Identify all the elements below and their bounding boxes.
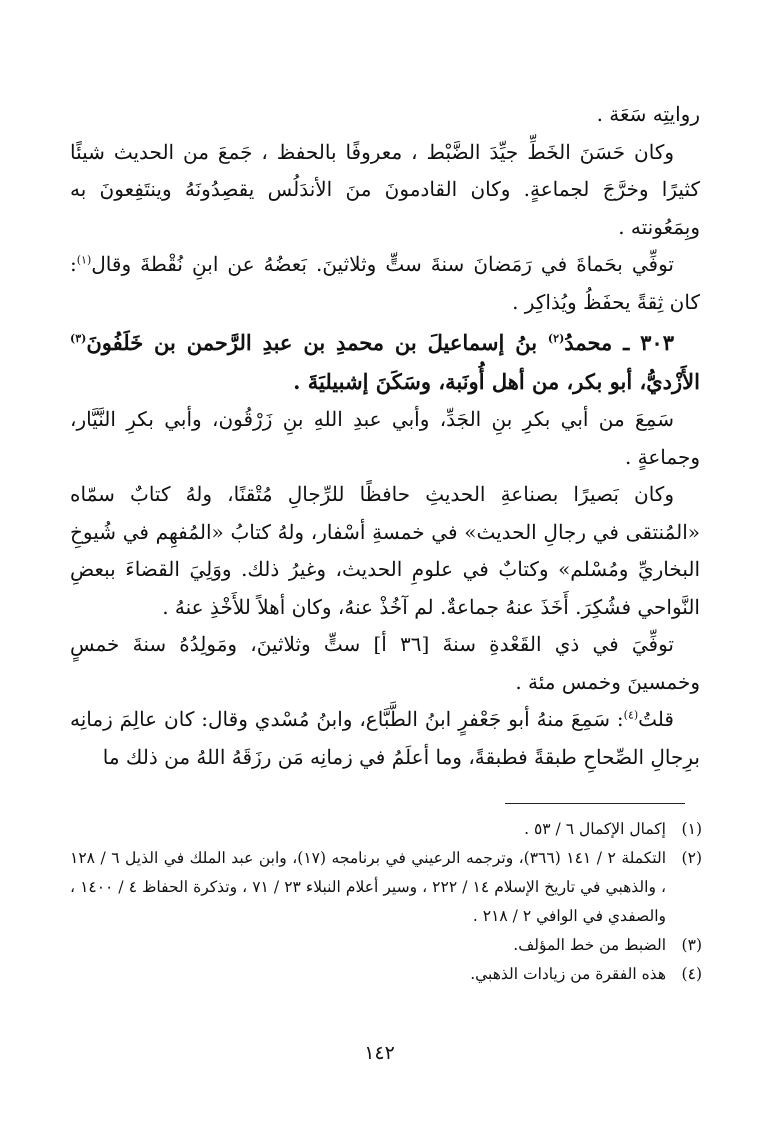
- page-number: ١٤٢: [364, 1042, 395, 1064]
- footnote-ref: (٣): [70, 332, 87, 345]
- text-span: توفِّي بحَماةَ في رَمَضانَ سنةَ ستٍّ وثلاثينَ. بَعضُهُ عن ابنِ نُقْطةَ وقال: [91, 252, 674, 276]
- paragraph: [70, 246, 700, 321]
- footnotes: [70, 815, 702, 989]
- text-span: توفِّيَ في ذي القَعْدةِ سنةَ [٣٦ أ] ستٍّ وثلاثينَ، ومَولِدُهُ سنةَ خمسٍ وخمسينَ وخمس مئة .: [70, 632, 700, 694]
- text-span: وكان حَسَنَ الخَطِّ جيِّدَ الضَّبْط ، معروفًا بالحفظ ، جَمعَ من الحديث شيئًا كثيرًا وخرَّجَ لجماعةٍ. وكان القادمونَ منَ الأندَلُس يقصِدُونَهُ وينتَفِعونَ به وبِمَعُونته .: [70, 139, 700, 239]
- entry-heading: [70, 323, 700, 401]
- footnote-ref: (١): [76, 253, 92, 267]
- footnote-number: (١): [681, 820, 702, 838]
- footnote: [70, 815, 702, 844]
- footnote: [70, 844, 702, 931]
- paragraph: [70, 626, 700, 701]
- entry-number-name: ٣٠٣ ـ محمدُ: [564, 330, 674, 355]
- footnote-text: هذه الفقرة من زيادات الذهبي.: [470, 965, 666, 983]
- entry-nisba: الأَزْديُّ، أبو بكر، من أهل أُونَبة، وسَكَنَ إشبيليَةَ .: [293, 369, 700, 394]
- footnote-text: التكملة ٢ / ١٤١ (٣٦٦)، وترجمه الرعيني في برنامجه (١٧)، وابن عبد الملك في الذيل ٦ / ١٢٨ ، والذهبي في تاريخ الإسلام ١٤ / ٢٢٢ ، وسير أعلام النبلاء ٢٣ / ٧١ ، وتذكرة الحفاظ ٤ / ١٤٠٠ ، والصفدي في الوافي ٢ / ٢١٨ .: [70, 849, 667, 925]
- footnote-number: (٤): [681, 965, 702, 983]
- text-line: روايتِه سَعَة .: [596, 102, 700, 126]
- footnote-number: (٢): [681, 849, 702, 867]
- paragraph: [70, 401, 700, 476]
- paragraph: [70, 701, 700, 776]
- footnote: [70, 960, 702, 989]
- footnote: [70, 931, 702, 960]
- footnote-text: الضبط من خط المؤلف.: [513, 936, 666, 954]
- text-span: : كان ثِقةً يحفَظُ ويُذاكِر .: [70, 252, 700, 314]
- footnote-ref: (٢): [547, 332, 565, 345]
- text-span: : سَمِعَ منهُ أبو جَعْفرٍ ابنُ الطَّبَّاع، وابنُ مُسْدي وقال: كان عالِمَ زمانِه برِجالِ الصِّحاحِ طبقةً فطبقةً، وما أعلَمُ في زمانِه مَن رزَقَهُ اللهُ من ذلك ما: [70, 707, 700, 769]
- main-text: [70, 96, 700, 776]
- paragraph: [70, 96, 700, 134]
- footnote-number: (٣): [681, 936, 702, 954]
- paragraph: [70, 134, 700, 247]
- entry-lineage: بنُ إسماعيلَ بن محمدِ بن عبدِ الرَّحمن بن خَلَفُونَ: [86, 330, 548, 355]
- paragraph: [70, 476, 700, 626]
- text-span: قلتُ: [638, 707, 674, 731]
- footnote-text: إكمال الإكمال ٦ / ٥٣ .: [524, 820, 666, 838]
- footnote-divider: [505, 803, 685, 804]
- footnote-ref: (٤): [623, 708, 639, 722]
- text-span: وكان بَصيرًا بصناعةِ الحديثِ حافظًا للرِّجالِ مُتْقنًا، ولهُ كتابٌ سمّاه «المُنتقى في رجالِ الحديث» في خمسةِ أسْفار، ولهُ كتابُ «المُفهِم في شُيوخِ البخاريِّ ومُسْلم» وكتابٌ في علومِ الحديث، وغيرُ ذلك. ووَلِيَ القضاءَ ببعضِ النَّواحي فشُكِرَ. أَخَذَ عنهُ جماعةٌ. لم آخُذْ عنهُ، وكان أهلاً للأَخْذِ عنهُ .: [70, 482, 700, 619]
- text-span: سَمِعَ من أبي بكرِ بنِ الجَدِّ، وأبي عبدِ اللهِ بنِ زَرْقُون، وأبي بكرِ النَّيَّار، وجماعةٍ .: [70, 407, 700, 469]
